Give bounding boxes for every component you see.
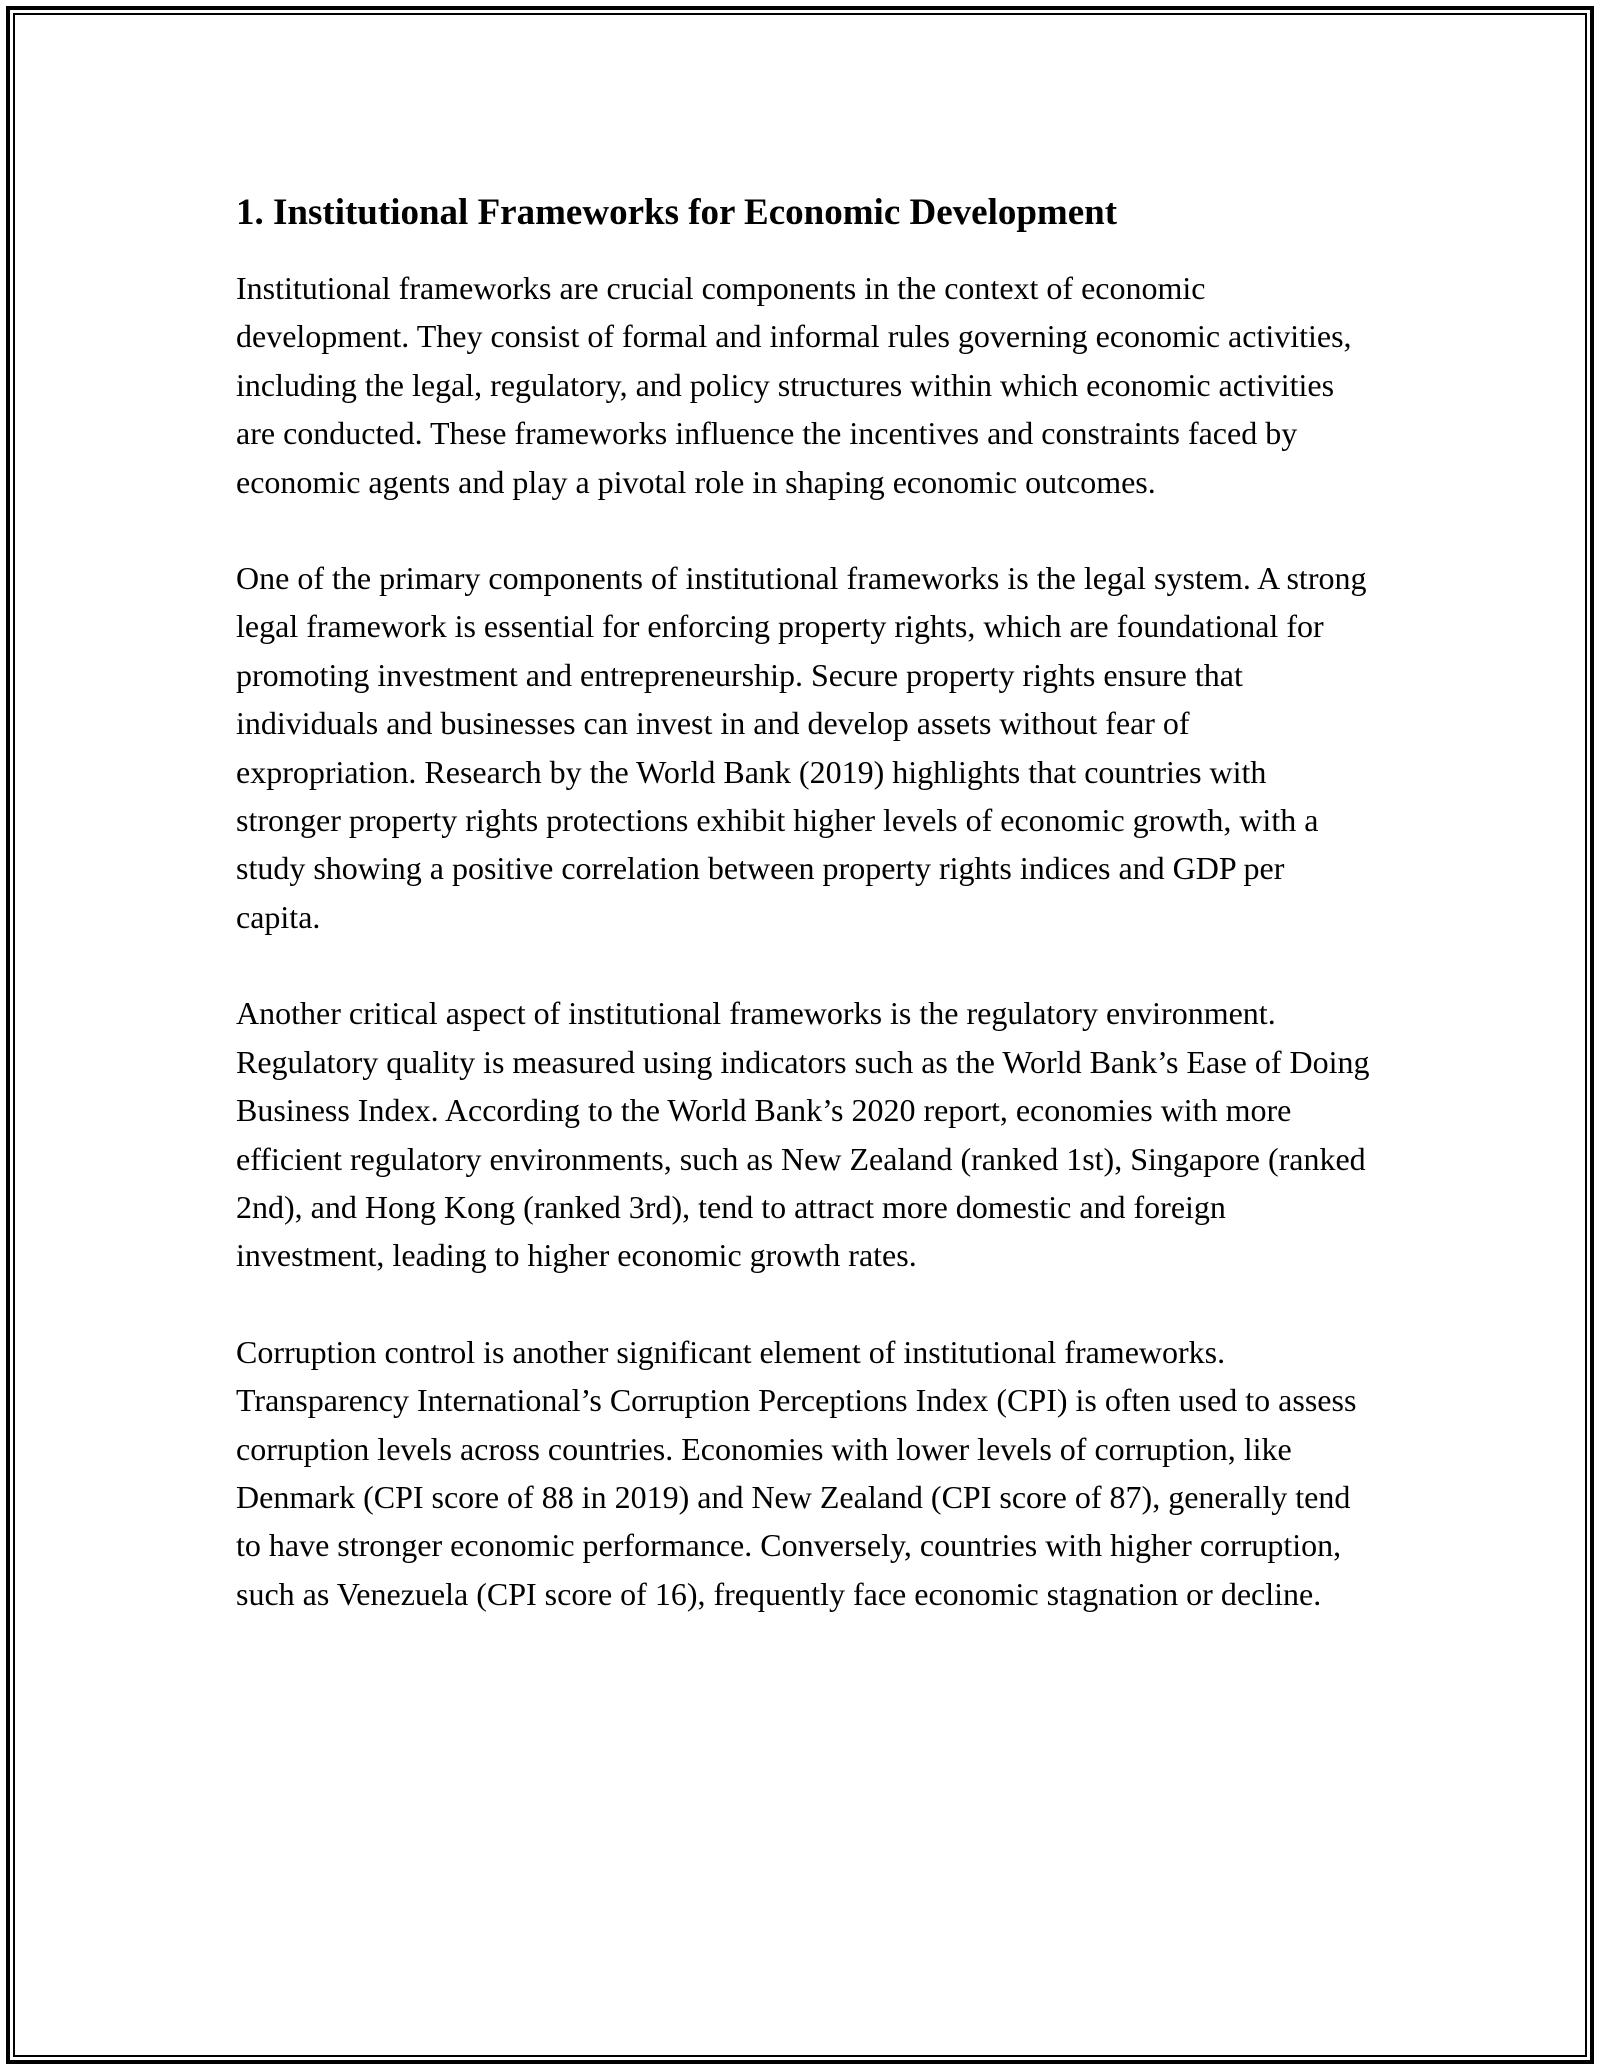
paragraph-legal-system: One of the primary components of institutional frameworks is the legal system. A strong legal framework is essential for enforcing property rights, which are foundational for promoting investment and entrepreneurship. Secure property rights ensure that individuals and businesses can invest in and develop assets without fear of expropriation. Research by the World Bank (2019) highlights that countries with stronger property rights protections exhibit higher levels of economic growth, with a study showing a positive correlation between property rights indices and GDP per capita. <box>236 560 1367 935</box>
paragraph-corruption-control: Corruption control is another significant element of institutional frameworks. Transparency International’s Corruption Perceptions Index (CPI) is often used to assess corruption levels across countries. Economies with lower levels of corruption, like Denmark (CPI score of 88 in 2019) and New Zealand (CPI score of 87), generally tend to have stronger economic performance. Conversely, countries with higher corruption, such as Venezuela (CPI score of 16), frequently face economic stagnation or decline. <box>236 1333 1357 1612</box>
section-heading: 1. Institutional Frameworks for Economic Development <box>236 192 1118 233</box>
document-body <box>236 186 1376 1666</box>
paragraph-regulatory-environment: Another critical aspect of institutional frameworks is the regulatory environment. Regulatory quality is measured using indicators such as the World Bank’s Ease of Doing Business Index. According to the World Bank’s 2020 report, economies with more efficient regulatory environments, such as New Zealand (ranked 1st), Singapore (ranked 2nd), and Hong Kong (ranked 3rd), tend to attract more domestic and foreign investment, leading to higher economic growth rates. <box>236 995 1370 1274</box>
paragraph-intro: Institutional frameworks are crucial components in the context of economic development. They consist of formal and informal rules governing economic activities, including the legal, regulatory, and policy structures within which economic activities are conducted. These frameworks influence the incentives and constraints faced by economic agents and play a pivotal role in shaping economic outcomes. <box>236 270 1352 500</box>
